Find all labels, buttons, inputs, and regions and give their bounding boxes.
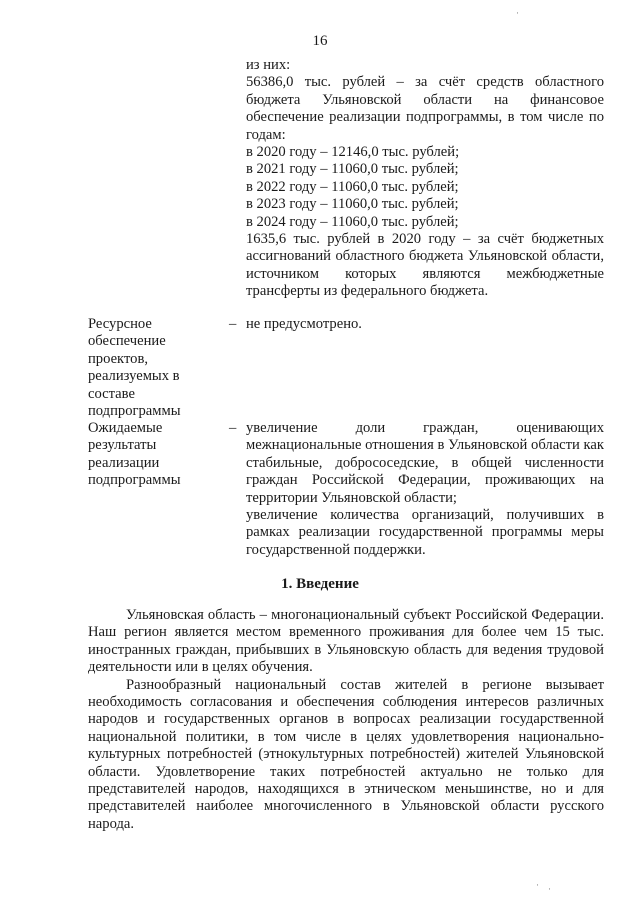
funding-federal: 1635,6 тыс. рублей в 2020 году – за счёт бюджетных ассигнований областного бюджета Ульяновской области, источником которых являются межбюджетные трансферты из федерального бюджета. [246, 231, 604, 300]
intro-paragraph-1: Ульяновская область – многонациональный субъект Российской Федерации. Наш регион является местом временного проживания для более чем 15 тыс. иностранных граждан, прибывших в Ульяновскую область для ведения трудовой деятельности или в целях обучения. [88, 607, 604, 676]
scan-mark: · [536, 880, 539, 890]
resource-projects-label: Ресурсное обеспечение проектов, реализуемых в составе подпрограммы [88, 316, 181, 420]
scan-mark: · [516, 8, 519, 18]
funding-year-2024: в 2024 году – 11060,0 тыс. рублей; [246, 213, 459, 230]
funding-regional: 56386,0 тыс. рублей – за счёт средств областного бюджета Ульяновской области на финансовое обеспечение реализации подпрограммы, в том числе по годам: [246, 74, 604, 143]
funding-block [246, 57, 604, 301]
section-title: 1. Введение [281, 576, 359, 592]
funding-year-2023: в 2023 году – 11060,0 тыс. рублей; [246, 196, 459, 213]
expected-result-1: увеличение доли граждан, оценивающих межнациональные отношения в Ульяновской области как стабильные, добрососедские, в общей численности граждан Российской Федерации, проживающих на территории Ульяновской области; [246, 420, 604, 506]
scan-mark: · [548, 884, 551, 894]
funding-year-2021: в 2021 году – 11060,0 тыс. рублей; [246, 161, 459, 178]
resource-projects-value: не предусмотрено. [246, 316, 362, 332]
funding-year-2020: в 2020 году – 12146,0 тыс. рублей; [246, 144, 460, 161]
expected-results-value [246, 420, 604, 559]
expected-results-label: Ожидаемые результаты реализации подпрограммы [88, 420, 181, 489]
funding-year-2022: в 2022 году – 11060,0 тыс. рублей; [246, 178, 459, 195]
intro-text [88, 607, 604, 833]
expected-result-2: увеличение количества организаций, получивших в рамках реализации государственной программы меры государственной поддержки. [246, 507, 604, 558]
intro-paragraph-2: Разнообразный национальный состав жителей в регионе вызывает необходимость согласования и обеспечения соблюдения интересов различных народов и государственных органов в вопросах реализации государственной национальной политики, в том числе в целях удовлетворения национально-культурных потребностей (этнокультурных потребностей) жителей Ульяновской области. Удовлетворение таких потребностей актуально не только для представителей народов, находящихся в этническом меньшинстве, но и для представителей наиболее многочисленного в Ульяновской области русского народа. [88, 676, 604, 832]
resource-projects-dash: – [229, 316, 237, 332]
page-number: 16 [312, 33, 328, 49]
funding-intro: из них: [246, 57, 291, 73]
expected-results-dash: – [229, 420, 237, 436]
